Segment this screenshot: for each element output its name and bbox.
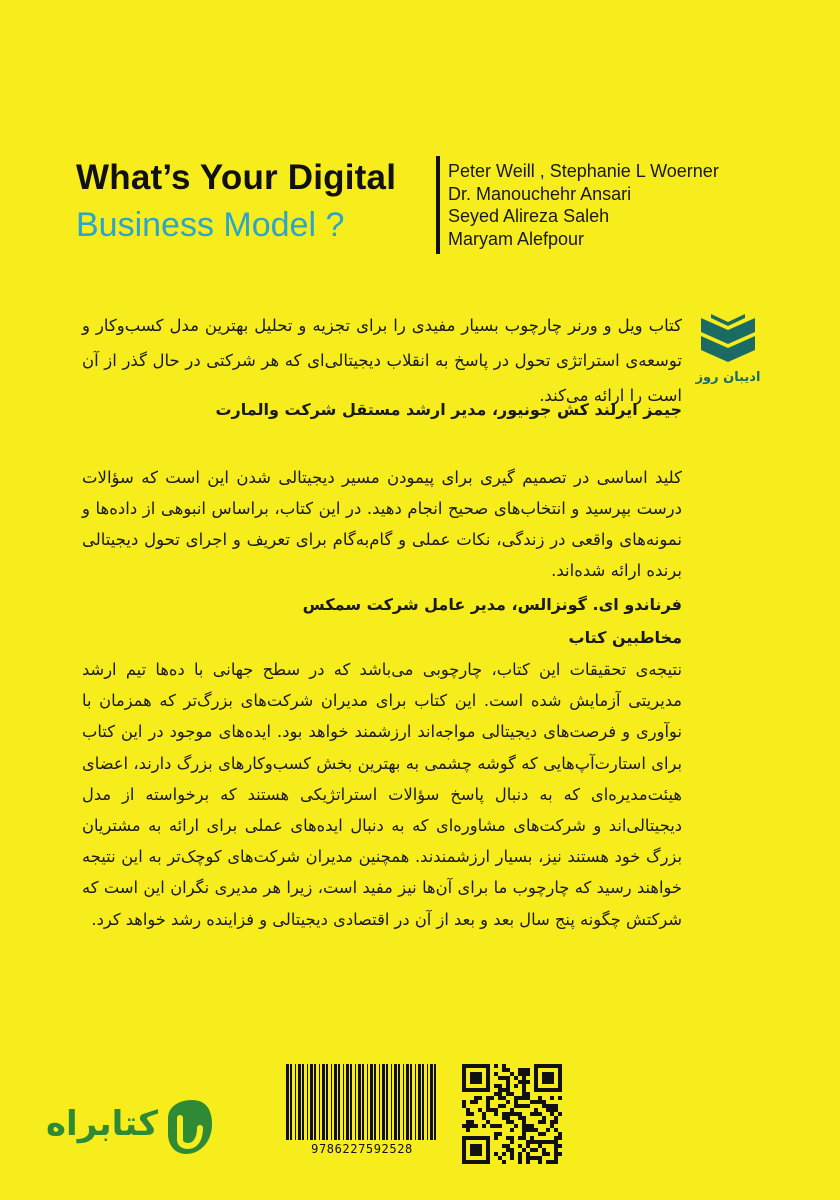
review-2-text: کلید اساسی در تصمیم گیری برای پیمودن مسیر دیجیتالی شدن این است که سؤالات درست بپرسید و انتخاب‌های صحیح انجام دهید. در این کتاب، براساس انبوهی از داده‌ها و نمونه‌های واقعی در زندگی، نکات عملی و گام‌به‌گام برای تعریف و اجرای تحول دیجیتالی برنده ارائه شده‌اند. [82, 468, 682, 580]
publisher-logo [694, 312, 762, 385]
author-name: Seyed Alireza Saleh [448, 206, 610, 226]
review-1-text: کتاب ویل و ورنر چارچوب بسیار مفیدی را برای تجزیه و تحلیل بهترین مدل کسب‌وکار و توسعه‌ی استراتژی تحول در پاسخ به انقلاب دیجیتالی‌ای که هر شرکتی در حال گذر از آن است را ارائه می‌کند. [82, 316, 682, 405]
barcode-bars [282, 1064, 442, 1140]
review-2-author: فرناندو ای. گونزالس، مدیر عامل شرکت سمکس [302, 595, 682, 614]
title-line-1: What’s Your Digital [76, 158, 397, 197]
author-name: Dr. Manouchehr Ansari [448, 183, 632, 204]
author-name: Peter Weill , Stephanie L Woerner [448, 161, 719, 181]
audience-text: نتیجه‌ی تحقیقات این کتاب، چارچوبی می‌باشد که در سطح جهانی با ده‌ها تیم ارشد مدیریتی آزمایش شده است. این کتاب برای مدیران شرکت‌های بزرگ‌تر که همزمان با نوآوری و فرصت‌های دیجیتالی مواجه‌اند ارزشمند خواهد بود. ایده‌های موجود در این کتاب برای استارت‌آپ‌هایی که گوشه چشمی به بهترین بخش کسب‌وکارهای بزرگ دارند، اعضای هیئت‌مدیره‌ای که به دنبال پاسخ سؤالات استراتژیکی هستند که برخواسته از مدل دیجیتالی‌اند و شرکت‌های مشاوره‌ای که به دنبال ایده‌های عملی برای ارائه به مشتریان بزرگ خود هستند نیز، بسیار ارزشمندند. همچنین مدیران شرکت‌های کوچک‌تر به این نتیجه خواهند رسید که چارچوب ما برای آن‌ها نیز مفید است، زیرا هر مدیری نگران این است که شرکتش چگونه پنج سال بعد و بعد از آن در اقتصادی دیجیتالی و فزاینده رشد خواهد کرد. [82, 660, 682, 929]
isbn-number: 9786227592528 [311, 1142, 413, 1156]
book-title [76, 158, 426, 245]
isbn-barcode [282, 1064, 442, 1156]
review-1-author: جیمز ایرلند کش جونیور، مدیر ارشد مستقل شرکت والمارت [215, 400, 682, 419]
store-name: کتابراه [45, 1104, 159, 1144]
ketabrah-logo [42, 1098, 214, 1158]
qr-code [462, 1064, 562, 1164]
title-line-2: Business Model ? [76, 206, 345, 244]
audience-heading: مخاطبین کتاب [568, 628, 682, 647]
author-name: Maryam Alefpour [448, 228, 585, 249]
open-book-icon [697, 312, 759, 366]
qr-code-pattern [462, 1064, 562, 1164]
author-list [448, 160, 719, 250]
title-divider [436, 156, 440, 254]
ketabrah-leaf-icon [162, 1098, 214, 1156]
publisher-name: ادیبان روز [695, 370, 761, 385]
